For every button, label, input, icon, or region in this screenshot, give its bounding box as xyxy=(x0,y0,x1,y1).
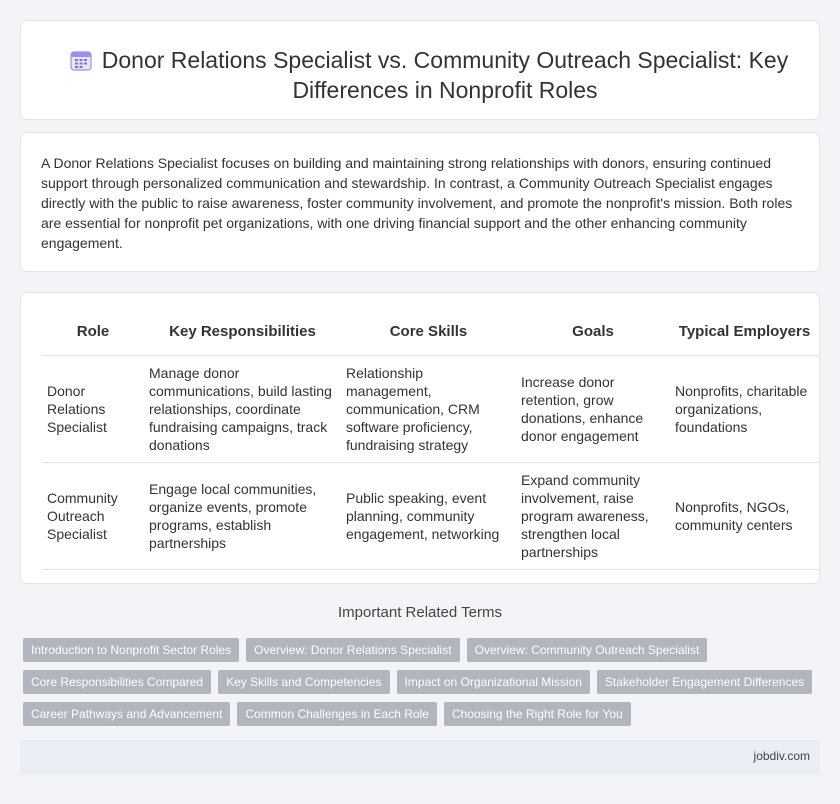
comparison-table xyxy=(42,309,819,570)
related-tag[interactable]: Choosing the Right Role for You xyxy=(444,702,631,726)
intro-text: A Donor Relations Specialist focuses on building and maintaining strong relationships with donors, ensuring continued support through personalized communication and stewardship. In contrast, a Community Outreach Specialist engages directly with the public to raise awareness, foster community involvement, and promote the nonprofit's mission. Both roles are essential for nonprofit pet organizations, with one driving financial support and the other enhancing community engagement. xyxy=(41,155,793,251)
related-tag[interactable]: Key Skills and Competencies xyxy=(218,670,389,694)
title-card xyxy=(20,20,820,120)
related-tag[interactable]: Overview: Donor Relations Specialist xyxy=(246,638,459,662)
header-goals: Goals xyxy=(516,309,670,356)
table-row xyxy=(42,356,819,463)
table-cell: Donor Relations Specialist xyxy=(42,356,144,463)
related-tag[interactable]: Career Pathways and Advancement xyxy=(23,702,230,726)
header-typical-employers: Typical Employers xyxy=(670,309,819,356)
related-tag[interactable]: Introduction to Nonprofit Sector Roles xyxy=(23,638,239,662)
table-cell: Relationship management, communication, CRM software proficiency, fundraising strategy xyxy=(341,356,516,463)
related-tag[interactable]: Core Responsibilities Compared xyxy=(23,670,211,694)
table-cell: Increase donor retention, grow donations, enhance donor engagement xyxy=(516,356,670,463)
related-tag[interactable]: Impact on Organizational Mission xyxy=(397,670,590,694)
comparison-table-card xyxy=(20,292,820,584)
page-title: Donor Relations Specialist vs. Community Outreach Specialist: Key Differences in Nonprofit Roles xyxy=(101,47,789,103)
related-tag[interactable]: Overview: Community Outreach Specialist xyxy=(467,638,708,662)
calendar-icon xyxy=(69,48,93,72)
footer-site-link[interactable]: jobdiv.com xyxy=(753,749,810,763)
related-tags-row xyxy=(23,702,823,726)
table-cell: Manage donor communications, build lasting relationships, coordinate fundraising campaigns, track donations xyxy=(144,356,341,463)
table-cell: Engage local communities, organize events, promote programs, establish partnerships xyxy=(144,463,341,570)
table-cell: Expand community involvement, raise program awareness, strengthen local partnerships xyxy=(516,463,670,570)
header-key-responsibilities: Key Responsibilities xyxy=(144,309,341,356)
table-cell: Nonprofits, charitable organizations, foundations xyxy=(670,356,819,463)
table-row xyxy=(42,463,819,570)
table-cell: Community Outreach Specialist xyxy=(42,463,144,570)
related-tag[interactable]: Stakeholder Engagement Differences xyxy=(597,670,812,694)
table-cell: Public speaking, event planning, community engagement, networking xyxy=(341,463,516,570)
intro-card xyxy=(20,132,820,272)
related-tags-row xyxy=(23,670,823,694)
related-tag[interactable]: Common Challenges in Each Role xyxy=(237,702,436,726)
header-core-skills: Core Skills xyxy=(341,309,516,356)
table-header-row xyxy=(42,309,819,356)
table-cell: Nonprofits, NGOs, community centers xyxy=(670,463,819,570)
related-terms-title: Important Related Terms xyxy=(338,604,502,621)
related-tags-row xyxy=(23,638,823,662)
footer xyxy=(20,740,820,774)
header-role: Role xyxy=(42,309,144,356)
